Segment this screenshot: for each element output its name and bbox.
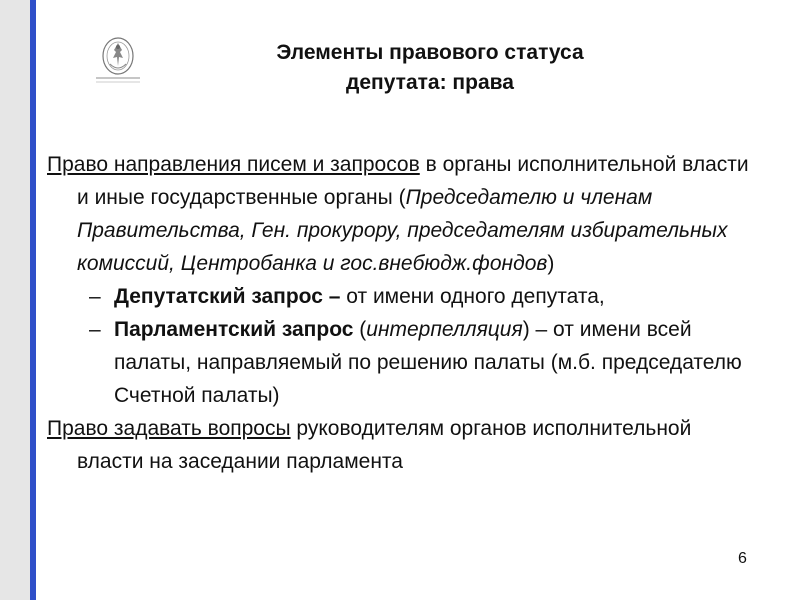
term-deputy-request: Депутатский запрос – (114, 285, 341, 308)
sub-bullet-parliamentary-request: – Парламентский запрос (интерпелляция) – от имени всей палаты, направляемый по решению палаты (м.б. председателю Счетной палаты) (47, 313, 757, 412)
bullet-right-to-ask-questions (47, 412, 757, 478)
title-line-2: депутата: права (346, 71, 514, 94)
right-text: руководителям органов исполнительной власти на заседании парламента (77, 417, 692, 473)
term-parliamentary-request: Парламентский запрос (114, 318, 354, 341)
slide-title (160, 38, 700, 98)
dash-marker: – (89, 285, 101, 308)
recipients-list: Председателю и членам Правительства, Ген. прокурору, председателям избирательных комиссий, Центробанка и гос.внебюдж.фондов (77, 186, 728, 275)
right-heading: Право направления писем и запросов (47, 153, 420, 176)
term-interpellation: интерпелляция (366, 318, 523, 341)
slide-content (47, 148, 757, 478)
dash-marker: – (89, 318, 101, 341)
right-heading: Право задавать вопросы (47, 417, 291, 440)
accent-line (30, 0, 36, 600)
sub-bullet-deputy-request: – Депутатский запрос – от имени одного депутата, (47, 280, 757, 313)
bullet-right-to-send-letters: Право направления писем и запросов в органы исполнительной власти и иные государственные органы (Председателю и членам Правительства, Ген. прокурору, председателям избирательных комиссий, Центробанка и гос.внебюдж.фондов) (47, 153, 749, 275)
right-text: в органы исполнительной власти и иные государственные органы ( (77, 153, 749, 209)
side-bar (0, 0, 30, 600)
emblem-logo-icon (92, 34, 144, 90)
title-line-1: Элементы правового статуса (276, 41, 584, 64)
page-number: 6 (738, 550, 747, 567)
